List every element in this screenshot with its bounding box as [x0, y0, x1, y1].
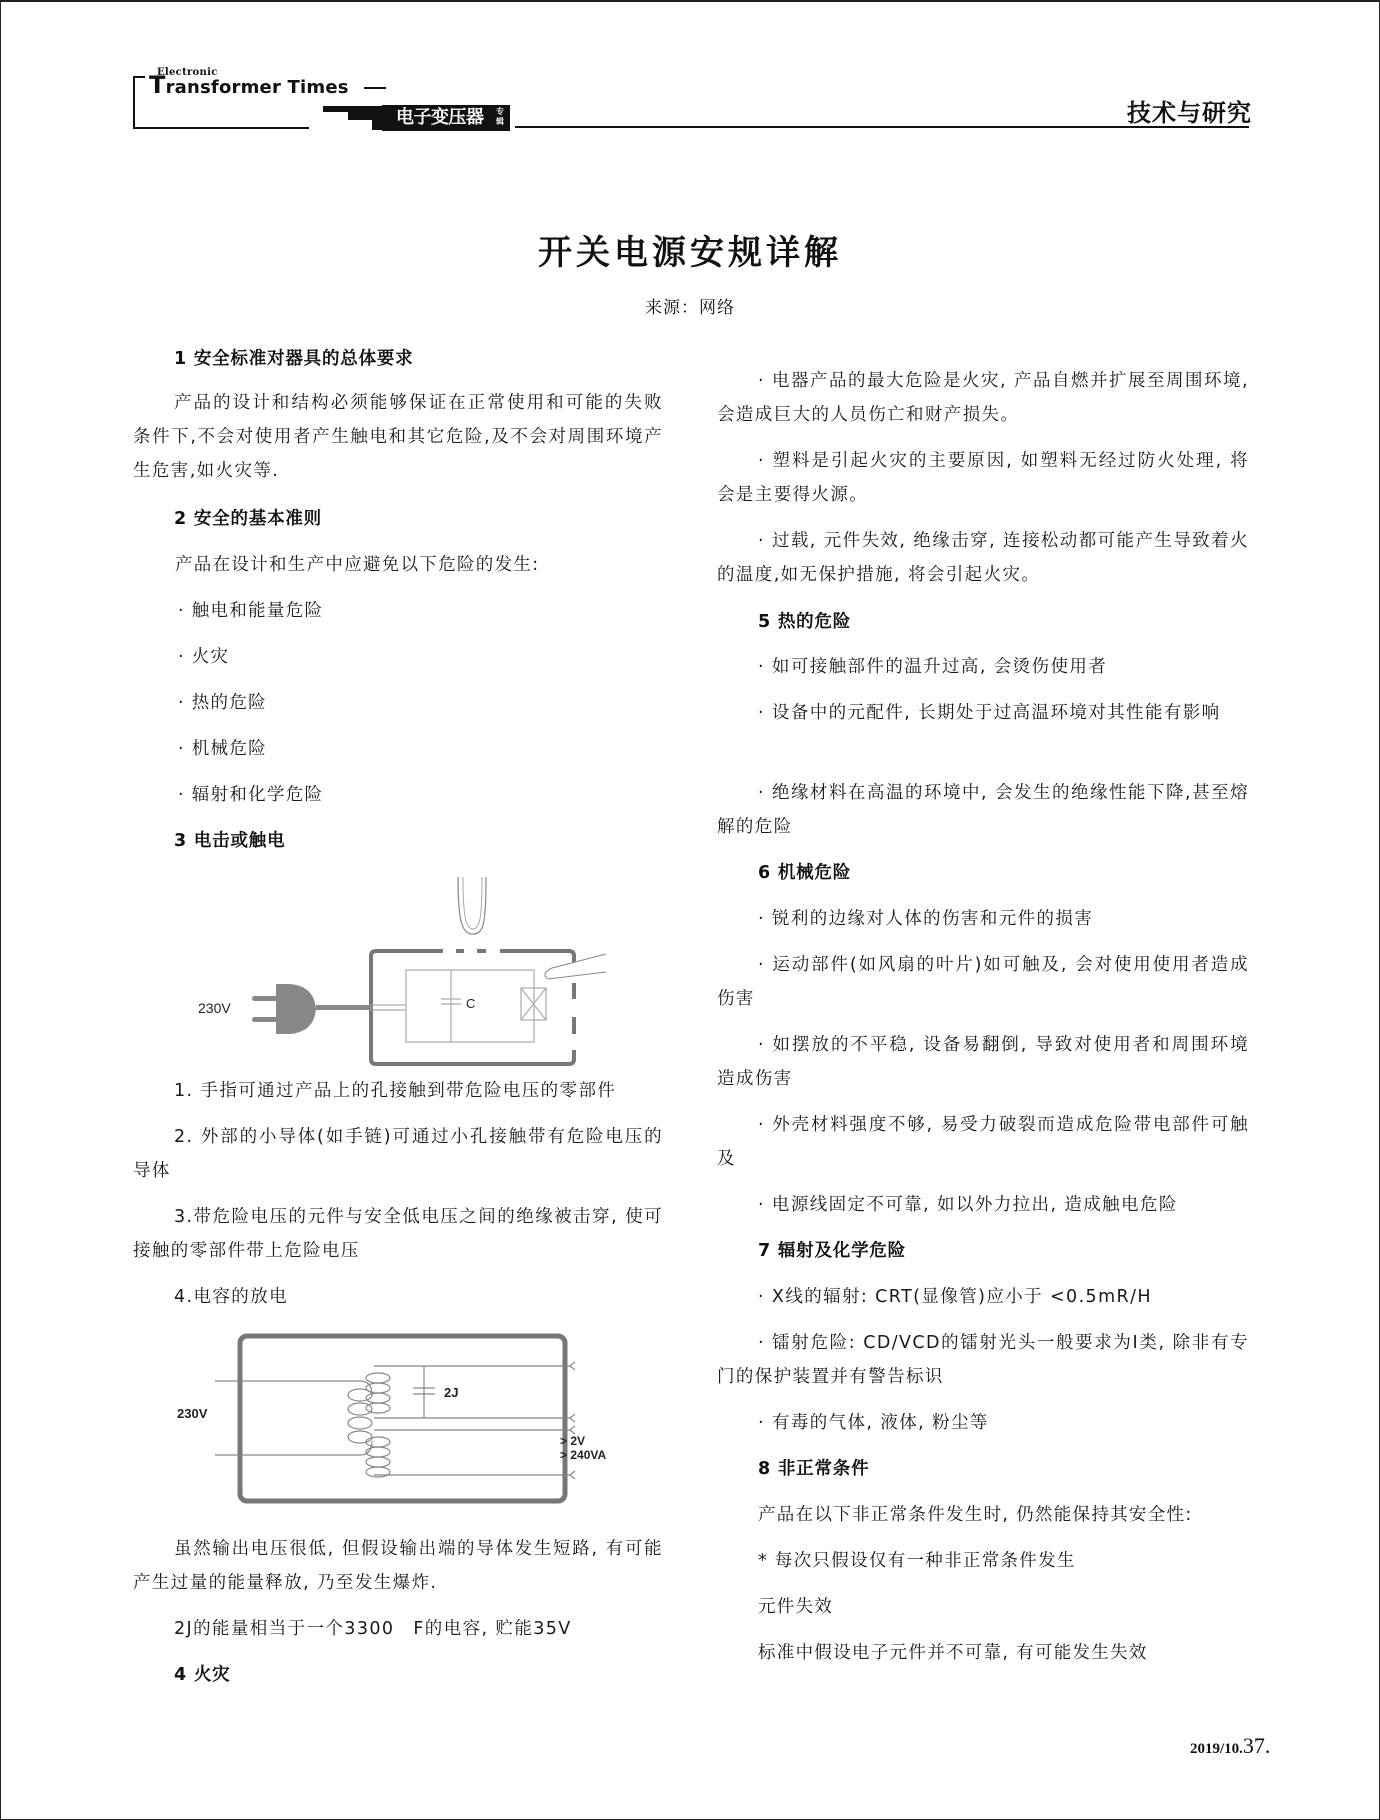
fire-item: · 电器产品的最大危险是火灾, 产品自燃并扩展至周围环境, 会造成巨大的人员伤亡和财产损失。: [717, 371, 1249, 425]
brand-rest: ransformer Times: [165, 77, 349, 98]
energy-label: 2J: [444, 1385, 459, 1400]
heat-item: · 如可接触部件的温升过高, 会烫伤使用者: [758, 657, 1108, 677]
hazard-list-item: · 热的危险: [178, 693, 267, 713]
heat-item: · 设备中的元配件, 长期处于过高温环境对其性能有影响: [758, 703, 1221, 723]
abnormal-text: 标准中假设电子元件并不可靠, 有可能发生失效: [758, 1643, 1148, 1663]
masthead-vertical-rule: [133, 76, 135, 129]
section-heading-7: 7 辐射及化学危险: [758, 1241, 906, 1261]
brand-chinese-text: 电子变压器: [396, 107, 484, 128]
article-source: 来源：网络: [645, 298, 735, 318]
radiation-item: · X线的辐射: CRT(显像管)应小于 <0.5mR/H: [758, 1287, 1152, 1307]
hazard-list-item: · 机械危险: [178, 739, 267, 759]
energy-equivalent: 2J的能量相当于一个3300 F的电容, 贮能35V: [174, 1619, 572, 1639]
section-heading-2: 2 安全的基本准则: [174, 509, 322, 529]
section-heading-5: 5 热的危险: [758, 612, 852, 632]
article-title: 开关电源安规详解: [538, 233, 842, 273]
brand-logo-text: [149, 73, 349, 98]
internal-circuit: [370, 970, 546, 1042]
section-heading-8: 8 非正常条件: [758, 1459, 870, 1479]
input-voltage-label: 230V: [177, 1406, 208, 1421]
masthead-left-rule: [133, 127, 309, 129]
fire-item: · 塑料是引起火灾的主要原因, 如塑料无经过防火处理, 将会是主要得火源。: [717, 451, 1249, 505]
shock-cause-1: 1. 手指可通过产品上的孔接触到带危险电压的零部件: [174, 1081, 617, 1101]
masthead-tick: [133, 76, 145, 78]
plug-icon: [252, 984, 373, 1034]
section-heading-4: 4 火灾: [174, 1665, 231, 1685]
brand-small-text: Electronic: [157, 67, 218, 78]
capacitor-discharge-diagram: [160, 1325, 640, 1515]
section-heading-3: 3 电击或触电: [174, 831, 286, 851]
output-voltage-label: > 2V: [560, 1434, 586, 1448]
section-heading-1: 1 安全标准对器具的总体要求: [174, 349, 414, 369]
radiation-item: · 有毒的气体, 液体, 粉尘等: [758, 1413, 989, 1433]
brand-initial: T: [149, 71, 166, 99]
abnormal-subheading: 元件失效: [758, 1597, 834, 1617]
page-number: 37.: [1242, 1733, 1271, 1758]
shock-cause-4: 4.电容的放电: [174, 1287, 288, 1307]
mechanical-item: · 如摆放的不平稳, 设备易翻倒, 导致对使用者和周围环境造成伤害: [717, 1035, 1249, 1089]
shock-cause-3: 3.带危险电压的元件与安全低电压之间的绝缘被击穿, 使可接触的零部件带上危险电压: [133, 1207, 663, 1261]
top-rule: [0, 0, 1380, 2]
voltage-label: 230V: [198, 1000, 231, 1016]
capacitor-label: C: [466, 996, 476, 1011]
section-label: 技术与研究: [1127, 99, 1252, 127]
electric-shock-diagram: [180, 862, 640, 1072]
section-2-intro: 产品在设计和生产中应避免以下危险的发生:: [175, 555, 540, 575]
issue-date: 2019/10.: [1190, 1741, 1243, 1757]
hazard-list-item: · 辐射和化学危险: [178, 785, 324, 805]
mechanical-item: · 锐利的边缘对人体的伤害和元件的损害: [758, 909, 1094, 929]
section-heading-6: 6 机械危险: [758, 863, 852, 883]
brand-chinese-tiny: 专辑: [496, 107, 504, 126]
probe-inner: [463, 877, 482, 929]
mechanical-item: · 外壳材料强度不够, 易受力破裂而造成危险带电部件可触及: [717, 1115, 1249, 1169]
shock-cause-2: 2. 外部的小导体(如手链)可通过小孔接触带有危险电压的导体: [133, 1127, 663, 1181]
discharge-explanation: 虽然输出电压很低, 但假设输出端的导体发生短路, 有可能产生过量的能量释放, 乃至发生爆炸.: [133, 1539, 663, 1593]
hazard-list-item: · 触电和能量危险: [178, 601, 324, 621]
hazard-list-item: · 火灾: [178, 647, 230, 667]
fire-item: · 过载, 元件失效, 绝缘击穿, 连接松动都可能产生导致着火的温度,如无保护措施, 将会引起火灾。: [717, 531, 1249, 585]
brand-chinese-logo: [382, 105, 510, 131]
mechanical-item: · 电源线固定不可靠, 如以外力拉出, 造成触电危险: [758, 1195, 1178, 1215]
brand-dash: [364, 87, 386, 89]
heat-item: · 绝缘材料在高温的环境中, 会发生的绝缘性能下降,甚至熔解的危险: [717, 783, 1249, 837]
abnormal-note: * 每次只假设仅有一种非正常条件发生: [758, 1551, 1076, 1571]
mechanical-item: · 运动部件(如风扇的叶片)如可触及, 会对使用使用者造成伤害: [717, 955, 1249, 1009]
abnormal-intro: 产品在以下非正常条件发生时, 仍然能保持其安全性:: [758, 1505, 1193, 1525]
transformer-windings: [215, 1362, 575, 1479]
section-1-paragraph: 产品的设计和结构必须能够保证在正常使用和可能的失败条件下,不会对使用者产生触电和其它危险,及不会对周围环境产生危害,如火灾等.: [133, 393, 663, 481]
output-power-label: > 240VA: [560, 1448, 607, 1462]
page-footer: [1190, 1733, 1270, 1759]
radiation-item: · 镭射危险: CD/VCD的镭射光头一般要求为I类, 除非有专门的保护装置并有警告标识: [717, 1333, 1249, 1387]
